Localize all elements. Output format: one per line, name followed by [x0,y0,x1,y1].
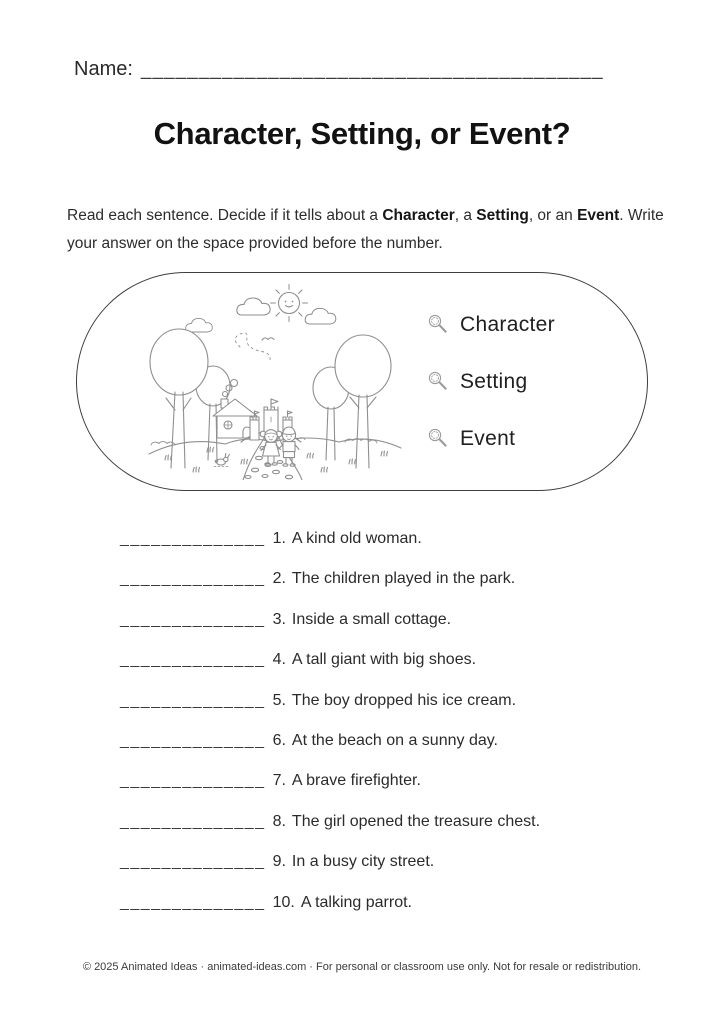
sentence-list [120,519,660,923]
instructions-seg3: , or an [528,206,578,224]
legend-label-setting: Setting [460,370,528,393]
footer-copyright: © 2025 Animated Ideas · animated-ideas.com · For personal or classroom use only. Not for resale or redistribution. [82,961,642,973]
instructions-seg4: . Write your answer on the space provided before the number. [67,206,664,252]
item-number: 10. [272,893,295,911]
item-number: 8. [272,812,286,830]
answer-blank: ______________ [120,812,266,830]
instructions-bold-character: Character [382,206,455,224]
item-text: The boy dropped his ice cream. [291,691,517,709]
answer-blank: ______________ [120,651,266,669]
item-text: Inside a small cottage. [291,610,452,628]
instructions-seg2: , a [454,206,477,224]
cloud-icon [305,308,336,324]
item-text: In a busy city street. [291,853,435,871]
list-item [120,519,660,559]
answer-blank: ______________ [120,853,266,871]
item-number: 4. [272,651,286,669]
instructions-bold-event: Event [577,206,620,224]
rabbit-icon [214,454,229,467]
legend-label-character: Character [460,313,555,336]
item-number: 5. [272,691,286,709]
magnifying-glass-icon [427,428,449,450]
item-text: The children played in the park. [291,570,516,588]
legend-row-setting [427,370,555,394]
name-label: Name: [74,58,133,80]
name-blank-line: ________________________________________ [140,59,604,80]
cloud-icon [186,318,213,332]
item-number: 9. [272,853,286,871]
item-text: The girl opened the treasure chest. [291,812,541,830]
sun-icon [271,285,308,322]
item-text: At the beach on a sunny day. [291,731,498,749]
girl-icon [260,430,282,466]
list-item [120,842,660,882]
instructions-bold-setting: Setting [476,206,529,224]
answer-blank: ______________ [120,570,266,588]
answer-blank: ______________ [120,610,266,628]
legend-row-character [427,313,555,337]
list-item [120,721,660,761]
legend-label-event: Event [460,427,516,450]
list-item [120,640,660,680]
item-text: A brave firefighter. [291,772,421,790]
list-item [120,883,660,923]
magnifying-glass-icon [427,314,449,336]
answer-blank: ______________ [120,530,266,547]
list-item [120,761,660,801]
story-scene-illustration [148,284,402,480]
page-title: Character, Setting, or Event? [153,116,571,151]
instructions-text [67,202,667,259]
item-number: 1. [272,530,286,547]
item-text: A tall giant with big shoes. [291,651,477,669]
list-item [120,681,660,721]
item-number: 2. [272,570,286,588]
list-item [120,559,660,599]
cloud-icon [237,298,270,315]
item-number: 6. [272,731,286,749]
reference-box [76,272,648,491]
answer-blank: ______________ [120,731,266,749]
item-text: A talking parrot. [300,893,412,911]
legend [427,313,555,451]
instructions-seg1: Read each sentence. Decide if it tells about a [67,206,383,224]
magnifying-glass-icon [427,371,449,393]
answer-blank: ______________ [120,691,266,709]
legend-row-event [427,427,555,451]
list-item [120,600,660,640]
item-number: 7. [272,772,286,790]
name-row [74,58,604,81]
item-text: A kind old woman. [291,530,422,547]
answer-blank: ______________ [120,772,266,790]
item-number: 3. [272,610,286,628]
answer-blank: ______________ [120,893,266,911]
bushes-left [151,442,175,445]
bird-icon [235,333,274,360]
list-item [120,802,660,842]
